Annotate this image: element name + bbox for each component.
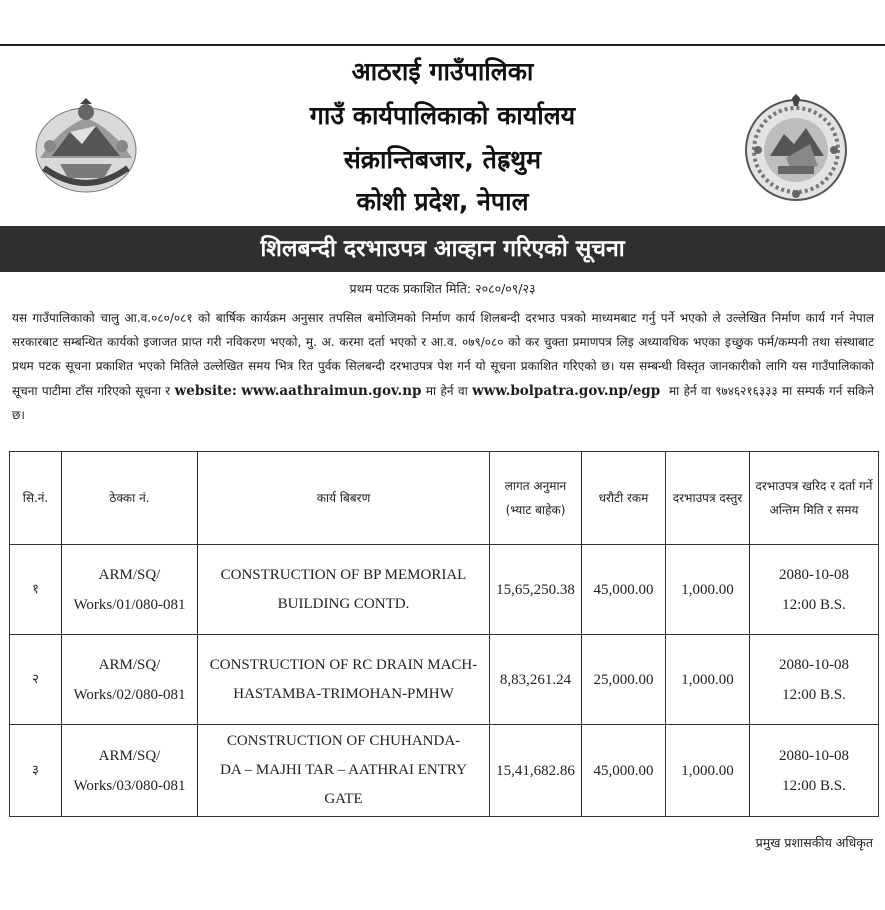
contract-no-line: Works/02/080-081: [73, 686, 186, 703]
description-line: CONSTRUCTION OF CHUHANDA-: [226, 733, 461, 749]
deadline-time: 12:00 B.S.: [782, 686, 846, 703]
website-label: website:: [174, 382, 237, 399]
tender-table: [9, 451, 879, 817]
description-line: DA – MAJHI TAR – AATHRAI ENTRY: [220, 762, 467, 778]
header-estimate: लागत अनुमान (भ्याट बाहेक): [490, 452, 582, 545]
cell-sn: १: [10, 545, 62, 635]
website-link-aathraimun[interactable]: www.aathraimun.gov.np: [241, 382, 422, 399]
cell-estimate: 15,65,250.38: [490, 545, 582, 635]
contract-no-line: Works/03/080-081: [73, 777, 186, 794]
cell-deposit: 25,000.00: [582, 635, 666, 725]
office-address: संक्रान्तिबजार, तेह्रथुम: [343, 145, 542, 174]
cell-deposit: 45,000.00: [582, 545, 666, 635]
header-deadline: दरभाउपत्र खरिद र दर्ता गर्ने अन्तिम मिति र समय: [750, 452, 879, 545]
province-country: कोशी प्रदेश, नेपाल: [356, 187, 529, 216]
signatory-title: प्रमुख प्रशासकीय अधिकृत: [755, 835, 873, 850]
description-line: CONSTRUCTION OF BP MEMORIAL: [220, 566, 467, 583]
table-row: [10, 725, 879, 817]
description-line: BUILDING CONTD.: [277, 595, 410, 612]
notice-text: यस गाउँपालिकाको चालु आ.व.०८०/०८१ को बार्षिक कार्यक्रम अनुसार तपसिल बमोजिमको निर्माण कार्य शिलबन्दी दरभाउ पत्रको माध्यमबाट गर्नु पर्ने भएको ले उल्लेखित निर्माण कार्य गर्न नेपाल सरकारबाट सम्बन्धित कार्यको इजाजत प्राप्त गरी नविकरण भएको, मु. अ. करमा दर्ता भएको र आ.व. ०७९/०८० को कर चुक्ता प्रमाणपत्र लिइ अध्यावधिक भएका इच्छुक फर्म/कम्पनी तथा संस्थाबाट प्रथम पटक सूचना प्रकाशित भएको मितिले उल्लेखित समय भित्र रित पुर्वक सिलबन्दी दरभाउपत्र पेश गर्न यो सूचना प्रकाशित गरिएको छ। यस सम्बन्धी विस्तृत जानकारीको लागि यस गाउँपालिकाको सूचना पाटीमा टाँस गरिएको सूचना र: [12, 311, 874, 398]
cell-estimate: 15,41,682.86: [490, 725, 582, 817]
contract-no-line: ARM/SQ/: [98, 566, 161, 583]
description-line: HASTAMBA-TRIMOHAN-PMHW: [233, 685, 454, 702]
municipality-name: आठराई गाउँपालिका: [351, 57, 534, 86]
deadline-date: 2080-10-08: [779, 656, 849, 673]
notice-text-middle: मा हेर्न वा: [425, 383, 468, 398]
notice-header: [0, 44, 885, 226]
header-fee: दरभाउपत्र दस्तुर: [666, 452, 750, 545]
table-row: [10, 545, 879, 635]
description-line: CONSTRUCTION OF RC DRAIN MACH-: [209, 656, 478, 673]
cell-description: [198, 725, 490, 817]
cell-deposit: 45,000.00: [582, 725, 666, 817]
cell-deadline: [750, 725, 879, 817]
cell-description: [198, 545, 490, 635]
cell-sn: ३: [10, 725, 62, 817]
contract-no-line: Works/01/080-081: [73, 596, 186, 613]
table-row: [10, 635, 879, 725]
cell-fee: 1,000.00: [666, 545, 750, 635]
notice-paragraph: [12, 306, 874, 427]
cell-estimate: 8,83,261.24: [490, 635, 582, 725]
cell-contract-no: [62, 725, 198, 817]
municipality-logo-icon: [740, 94, 852, 204]
cell-deadline: [750, 545, 879, 635]
description-line: GATE: [324, 791, 363, 807]
contract-no-line: ARM/SQ/: [98, 656, 161, 673]
header-contract-no: ठेक्का नं.: [62, 452, 198, 545]
header-deposit: धरौटी रकम: [582, 452, 666, 545]
website-link-bolpatra[interactable]: www.bolpatra.gov.np/egp: [472, 382, 661, 399]
deadline-date: 2080-10-08: [779, 747, 849, 764]
cell-deadline: [750, 635, 879, 725]
published-date: प्रथम पटक प्रकाशित मिति: २०८०/०९/२३: [349, 281, 536, 296]
notice-title-banner: शिलबन्दी दरभाउपत्र आव्हान गरिएको सूचना: [0, 226, 885, 272]
header-sn: सि.नं.: [10, 452, 62, 545]
deadline-time: 12:00 B.S.: [782, 596, 846, 613]
contract-no-line: ARM/SQ/: [98, 747, 161, 764]
contact-text: मा हेर्न वा ९७४६२१६३३३ मा सम्पर्क गर्न सकिने छ।: [12, 383, 874, 422]
notice-page: [0, 44, 885, 422]
office-name: गाउँ कार्यपालिकाको कार्यालय: [309, 101, 576, 130]
cell-contract-no: [62, 635, 198, 725]
deadline-time: 12:00 B.S.: [782, 777, 846, 794]
table-header-row: [10, 452, 879, 545]
deadline-date: 2080-10-08: [779, 566, 849, 583]
cell-fee: 1,000.00: [666, 635, 750, 725]
cell-description: [198, 635, 490, 725]
cell-sn: २: [10, 635, 62, 725]
header-description: कार्य बिबरण: [198, 452, 490, 545]
cell-contract-no: [62, 545, 198, 635]
cell-fee: 1,000.00: [666, 725, 750, 817]
